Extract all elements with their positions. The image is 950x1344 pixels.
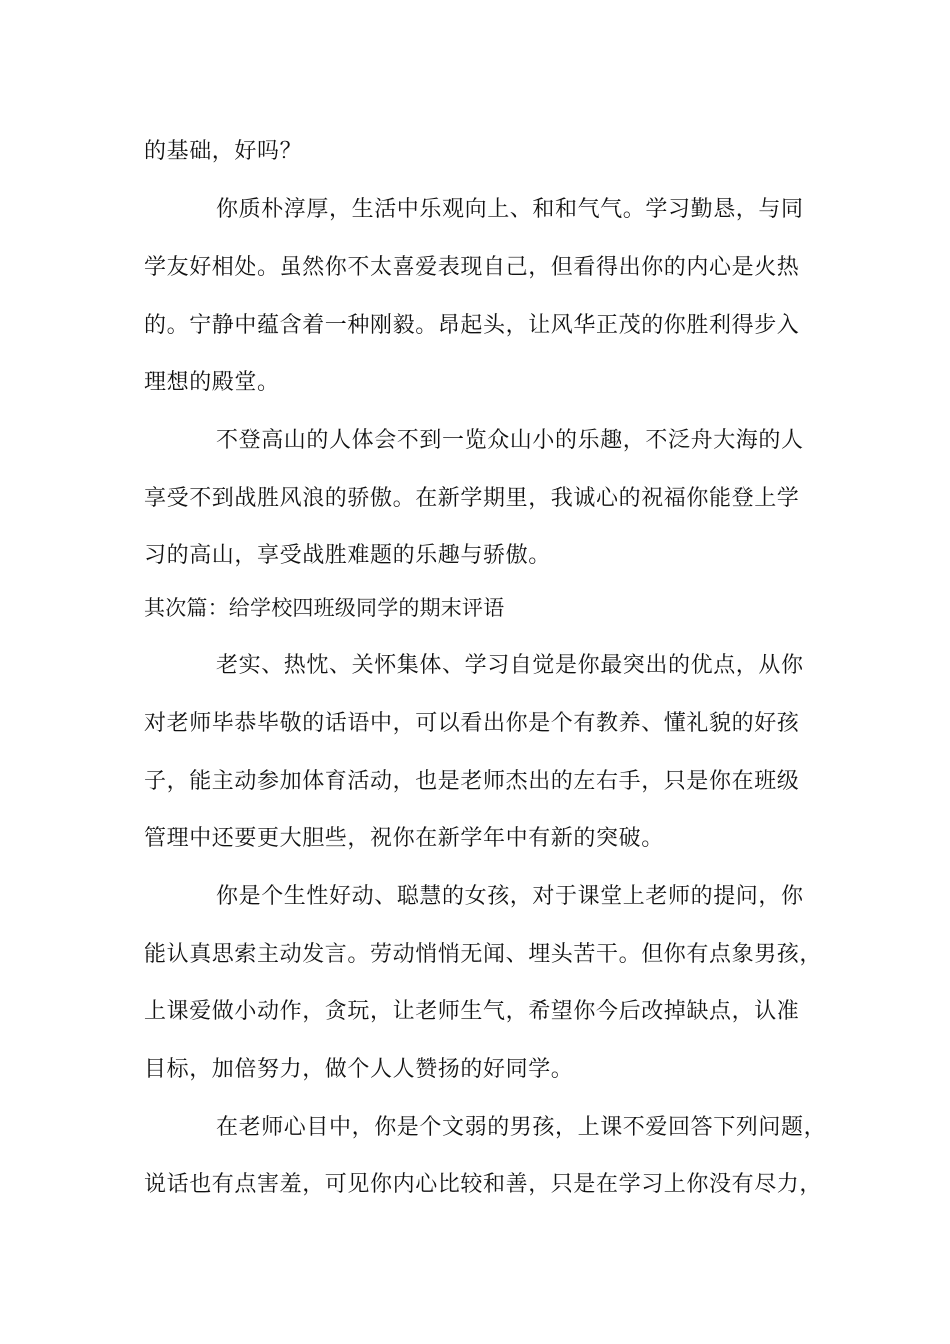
text-line: 子，能主动参加体育活动，也是老师杰出的左右手，只是你在班级 [144, 769, 800, 794]
text-line: 上课爱做小动作，贪玩，让老师生气，希望你今后改掉缺点，认准 [144, 999, 800, 1024]
text-line: 目标，加倍努力，做个人人赞扬的好同学。 [144, 1057, 574, 1082]
section-heading: 其次篇：给学校四班级同学的期末评语 [144, 596, 505, 620]
text-line: 的。宁静中蕴含着一种刚毅。昂起头，让风华正茂的你胜利得步入 [144, 313, 800, 338]
text-line: 管理中还要更大胆些，祝你在新学年中有新的突破。 [144, 826, 664, 851]
text-line: 习的高山，享受战胜难题的乐趣与骄傲。 [144, 543, 551, 568]
text-line: 的基础，好吗？ [144, 139, 303, 164]
text-line: 能认真思索主动发言。劳动悄悄无闻、埋头苦干。但你有点象男孩， [144, 942, 823, 967]
text-line: 说话也有点害羞，可见你内心比较和善，只是在学习上你没有尽力， [144, 1172, 823, 1197]
paragraph-first-line: 不登高山的人体会不到一览众山小的乐趣，不泛舟大海的人 [216, 428, 804, 453]
text-line: 学友好相处。虽然你不太喜爱表现自己，但看得出你的内心是火热 [144, 255, 800, 280]
paragraph-first-line: 你质朴淳厚，生活中乐观向上、和和气气。学习勤恳，与同 [216, 197, 804, 222]
paragraph-first-line: 你是个生性好动、聪慧的女孩，对于课堂上老师的提问，你 [216, 884, 804, 909]
text-line: 理想的殿堂。 [144, 370, 280, 395]
text-line: 对老师毕恭毕敬的话语中，可以看出你是个有教养、懂礼貌的好孩 [144, 711, 800, 736]
text-line: 享受不到战胜风浪的骄傲。在新学期里，我诚心的祝福你能登上学 [144, 486, 800, 511]
paragraph-first-line: 在老师心目中，你是个文弱的男孩，上课不爱回答下列问题， [216, 1115, 827, 1140]
paragraph-first-line: 老实、热忱、关怀集体、学习自觉是你最突出的优点，从你 [216, 653, 804, 678]
